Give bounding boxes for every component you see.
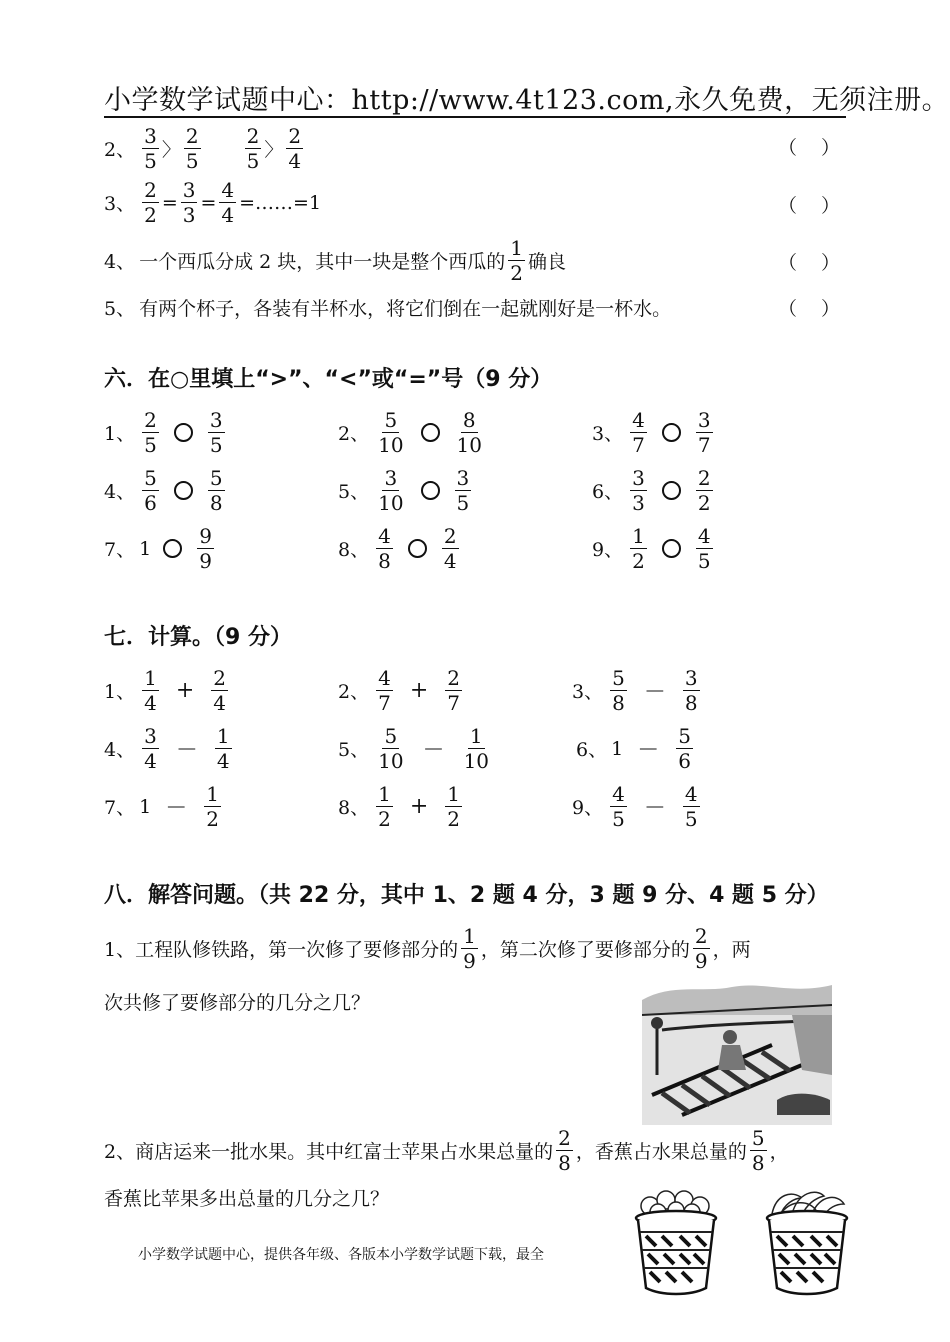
- operator: +: [409, 678, 429, 703]
- answer-circle[interactable]: [662, 481, 681, 500]
- fraction: $\frac{4}{8}$: [378, 524, 391, 573]
- fraction: $\frac{2}{5}$: [185, 124, 199, 173]
- page-footer: 小学数学试题中心，提供各年级、各版本小学数学试题下载，最全: [138, 1247, 544, 1263]
- calc-item-3: 3、 $\frac{5}{8}$ － $\frac{3}{8}$: [572, 666, 698, 715]
- fraction: $\frac{1}{2}$: [447, 782, 460, 831]
- compare-item-1: 1、 $\frac{2}{5}$ $\frac{3}{5}$: [104, 408, 223, 457]
- compare-item-3: 3、 $\frac{4}{7}$ $\frac{3}{7}$: [592, 408, 711, 457]
- operator: +: [175, 678, 195, 703]
- operator: －: [422, 738, 445, 763]
- judge-item-4: 4、 一个西瓜分成 2 块，其中一块是整个西瓜的 $\frac{1}{2}$ 确良: [104, 236, 567, 285]
- banana-basket-illustration: [762, 1184, 852, 1300]
- answer-circle[interactable]: [174, 423, 193, 442]
- fraction: $\frac{4}{5}$: [684, 782, 698, 831]
- fraction: $\frac{2}{7}$: [447, 666, 460, 715]
- answer-circle[interactable]: [408, 539, 427, 558]
- operator: －: [165, 796, 188, 821]
- railway-workers-illustration: [642, 975, 832, 1125]
- fraction: $\frac{3}{5}$: [209, 408, 223, 457]
- fraction: $\frac{3}{7}$: [697, 408, 711, 457]
- calc-item-4: 4、 $\frac{3}{4}$ － $\frac{1}{4}$: [104, 724, 230, 773]
- section-title-7: 七．计算。（9 分）: [104, 625, 292, 650]
- fraction: $\frac{5}{6}$: [144, 466, 157, 515]
- compare-item-6: 6、 $\frac{3}{3}$ $\frac{2}{2}$: [592, 466, 711, 515]
- fraction: $\frac{2}{4}$: [443, 524, 457, 573]
- operator: －: [643, 796, 666, 821]
- fraction: $\frac{1}{4}$: [144, 666, 157, 715]
- calc-item-1: 1、 $\frac{1}{4}$ + $\frac{2}{4}$: [104, 666, 226, 715]
- fraction: $\frac{3}{4}$: [144, 724, 157, 773]
- fraction: $\frac{3}{3}$: [632, 466, 645, 515]
- compare-item-7: 7、 1 $\frac{9}{9}$: [104, 524, 212, 573]
- fraction: $\frac{2}{8}$: [558, 1126, 571, 1175]
- fraction: $\frac{2}{2}$: [697, 466, 711, 515]
- answer-circle[interactable]: [662, 539, 681, 558]
- compare-item-4: 4、 $\frac{5}{6}$ $\frac{5}{8}$: [104, 466, 223, 515]
- question-2-line-1: 2、商店运来一批水果。其中红富士苹果占水果总量的 $\frac{2}{8}$ ，香蕉占水果总量的 $\frac{5}{8}$ ，: [104, 1126, 789, 1175]
- section-title-6: 六．在○里填上“>”、“<”或“=”号（9 分）: [104, 367, 553, 392]
- fraction: $\frac{3}{5}$: [144, 124, 157, 173]
- judge-item-5: 5、 有两个杯子，各装有半杯水，将它们倒在一起就刚好是一杯水。: [104, 298, 672, 320]
- answer-parentheses[interactable]: （ ）: [778, 252, 840, 274]
- fraction: $\frac{5}{10}$: [378, 408, 404, 457]
- answer-circle[interactable]: [421, 481, 440, 500]
- calc-item-8: 8、 $\frac{1}{2}$ + $\frac{1}{2}$: [338, 782, 460, 831]
- fraction: $\frac{1}{2}$: [206, 782, 219, 831]
- compare-item-9: 9、 $\frac{1}{2}$ $\frac{4}{5}$: [592, 524, 711, 573]
- answer-parentheses[interactable]: （ ）: [778, 195, 840, 217]
- fraction: $\frac{3}{10}$: [378, 466, 404, 515]
- question-1-line-2: 次共修了要修部分的几分之几？: [104, 992, 371, 1014]
- page-header: 小学数学试题中心：http://www.4t123.com,永久免费，无须注册。: [104, 85, 950, 116]
- fraction: $\frac{4}{7}$: [378, 666, 391, 715]
- operator: +: [409, 794, 429, 819]
- judge-item-3: 3、 $\frac{2}{2}$ = $\frac{3}{3}$ = $\frac{4}{4}$ =……=1: [104, 178, 322, 227]
- fraction: $\frac{5}{10}$: [378, 724, 404, 773]
- fraction: $\frac{3}{3}$: [182, 178, 196, 227]
- calc-item-6: 6、 1 － $\frac{5}{6}$: [576, 724, 691, 773]
- answer-parentheses[interactable]: （ ）: [778, 137, 840, 159]
- answer-circle[interactable]: [163, 539, 182, 558]
- answer-circle[interactable]: [421, 423, 440, 442]
- fraction: $\frac{4}{4}$: [221, 178, 235, 227]
- answer-circle[interactable]: [662, 423, 681, 442]
- fraction: $\frac{3}{5}$: [456, 466, 470, 515]
- calc-item-5: 5、 $\frac{5}{10}$ － $\frac{1}{10}$: [338, 724, 490, 773]
- fraction: $\frac{5}{6}$: [678, 724, 691, 773]
- fraction: $\frac{2}{2}$: [144, 178, 157, 227]
- judge-item-2: 2、 $\frac{3}{5}$ 〉 $\frac{2}{5}$ $\frac{2}{5}$ 〉 $\frac{2}{4}$: [104, 124, 302, 173]
- answer-circle[interactable]: [174, 481, 193, 500]
- fraction: $\frac{4}{7}$: [632, 408, 645, 457]
- fraction: $\frac{1}{2}$: [632, 524, 645, 573]
- compare-item-5: 5、 $\frac{3}{10}$ $\frac{3}{5}$: [338, 466, 470, 515]
- fraction: $\frac{2}{5}$: [246, 124, 260, 173]
- section-title-8: 八．解答问题。（共 22 分，其中 1、2 题 4 分，3 题 9 分、4 题 5 分）: [104, 883, 829, 908]
- fraction: $\frac{1}{2}$: [510, 236, 523, 285]
- fraction: $\frac{2}{4}$: [288, 124, 302, 173]
- fraction: $\frac{5}{8}$: [612, 666, 625, 715]
- fraction: $\frac{4}{5}$: [697, 524, 711, 573]
- answer-parentheses[interactable]: （ ）: [778, 298, 840, 320]
- header-rule: [104, 116, 846, 118]
- operator: －: [175, 738, 198, 763]
- fraction: $\frac{5}{8}$: [751, 1126, 765, 1175]
- fraction: $\frac{2}{4}$: [213, 666, 226, 715]
- fraction: $\frac{9}{9}$: [199, 524, 212, 573]
- fraction: $\frac{8}{10}$: [456, 408, 482, 457]
- fraction: $\frac{1}{4}$: [216, 724, 230, 773]
- fraction: $\frac{1}{2}$: [378, 782, 391, 831]
- calc-item-9: 9、 $\frac{4}{5}$ － $\frac{4}{5}$: [572, 782, 698, 831]
- fraction: $\frac{1}{9}$: [463, 924, 476, 973]
- compare-item-8: 8、 $\frac{4}{8}$ $\frac{2}{4}$: [338, 524, 457, 573]
- operator: －: [643, 680, 666, 705]
- question-1-line-1: 1、工程队修铁路，第一次修了要修部分的 $\frac{1}{9}$ ，第二次修了要修部分的 $\frac{2}{9}$ ，两: [104, 924, 751, 973]
- fraction: $\frac{4}{5}$: [612, 782, 625, 831]
- question-2-line-2: 香蕉比苹果多出总量的几分之几？: [104, 1188, 390, 1210]
- calc-item-7: 7、 1 － $\frac{1}{2}$: [104, 782, 219, 831]
- fraction: $\frac{1}{10}$: [463, 724, 490, 773]
- apple-basket-illustration: [632, 1188, 720, 1300]
- operator: －: [637, 738, 660, 763]
- fraction: $\frac{2}{9}$: [694, 924, 708, 973]
- compare-item-2: 2、 $\frac{5}{10}$ $\frac{8}{10}$: [338, 408, 482, 457]
- calc-item-2: 2、 $\frac{4}{7}$ + $\frac{2}{7}$: [338, 666, 460, 715]
- fraction: $\frac{2}{5}$: [144, 408, 157, 457]
- fraction: $\frac{3}{8}$: [684, 666, 698, 715]
- fraction: $\frac{5}{8}$: [209, 466, 223, 515]
